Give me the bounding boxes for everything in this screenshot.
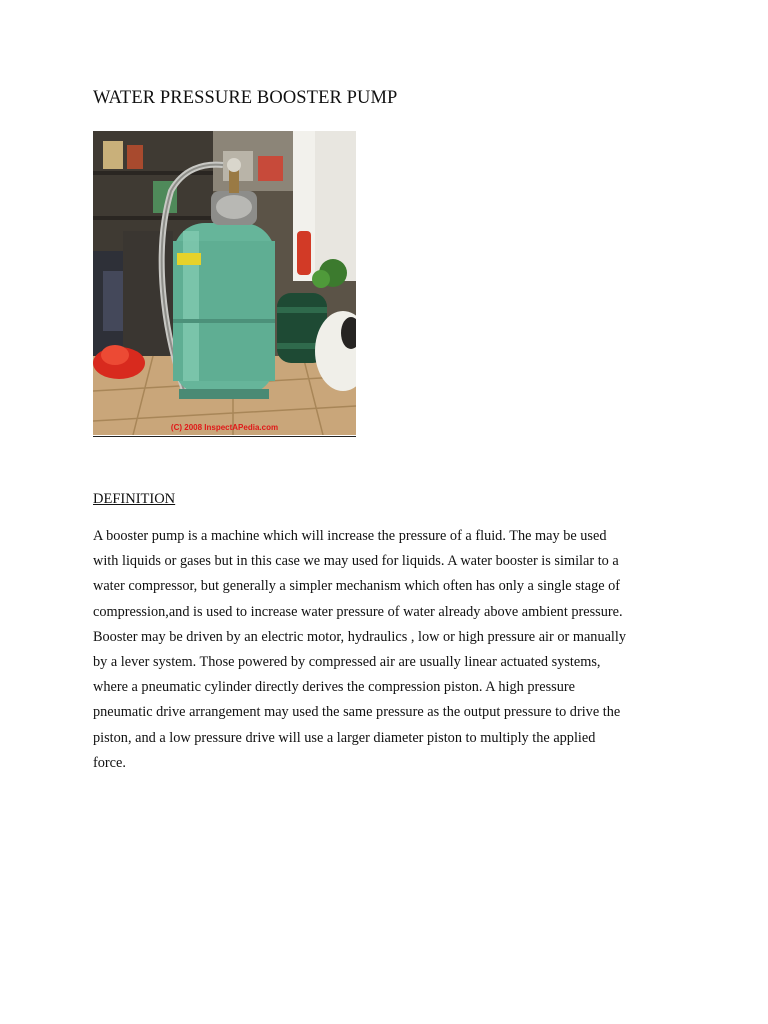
booster-pump-photo (93, 131, 356, 435)
paragraph-line: Booster may be driven by an electric motor, hydraulics , low or high pressure air or manually (93, 628, 627, 645)
paragraph-line: piston, and a low pressure drive will use a larger diameter piston to multiply the applied (93, 729, 596, 746)
photo-caption: (C) 2008 InspectAPedia.com (170, 423, 279, 432)
paragraph-line: with liquids or gases but in this case we may used for liquids. A water booster is similar to a (93, 553, 619, 570)
page-title: WATER PRESSURE BOOSTER PUMP (93, 88, 398, 108)
paragraph-line: A booster pump is a machine which will increase the pressure of a fluid. The may be used (93, 528, 607, 544)
paragraph-line: compression,and is used to increase water pressure of water already above ambient pressure. (93, 603, 623, 620)
paragraph-line: pneumatic drive arrangement may used the same pressure as the output pressure to drive the (93, 704, 621, 721)
paragraph-line: by a lever system. Those powered by compressed air are usually linear actuated systems, (93, 654, 601, 671)
section-heading-definition: DEFINITION (93, 491, 176, 507)
photo-divider (93, 436, 356, 437)
paragraph-line: water compressor, but generally a simpler mechanism which often has only a single stage of (93, 578, 621, 595)
booster-pump-illustration (93, 131, 356, 435)
paragraph-line: force. (93, 754, 126, 771)
definition-paragraph (93, 524, 683, 776)
paragraph-line: where a pneumatic cylinder directly derives the compression piston. A high pressure (93, 679, 575, 696)
